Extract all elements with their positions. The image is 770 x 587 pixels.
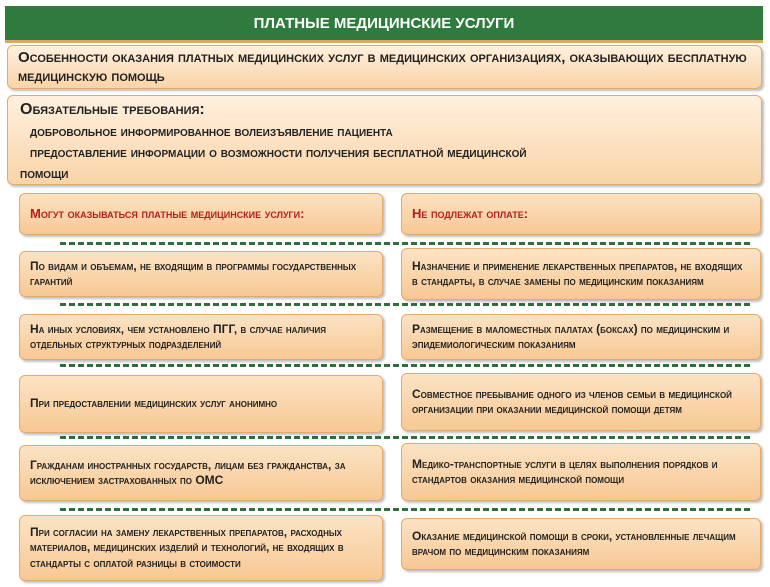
divider xyxy=(60,242,750,245)
requirement-item: добровольное информированное волеизъявление пациента xyxy=(30,123,393,139)
left-header-text: Могут оказываться платные медицинские услуги: xyxy=(30,205,305,221)
right-item xyxy=(401,443,761,501)
requirements-title: Обязательные требования: xyxy=(20,101,205,118)
left-item-text: При предоставлении медицинских услуг анонимно xyxy=(30,396,278,411)
left-item xyxy=(19,445,383,501)
features-text: Особенности оказания платных медицинских услуг в медицинских организациях, оказывающих бесплатную медицинскую помощь xyxy=(18,48,747,85)
left-item xyxy=(19,251,383,297)
divider xyxy=(60,436,750,439)
left-item xyxy=(19,314,383,360)
features-box xyxy=(7,45,762,89)
right-item xyxy=(401,373,761,431)
right-item-text: Медико-транспортные услуги в целях выполнения порядков и стандартов оказания медицинской помощи xyxy=(412,456,718,486)
requirements-box xyxy=(7,95,762,185)
page-title: ПЛАТНЫЕ МЕДИЦИНСКИЕ УСЛУГИ xyxy=(5,6,763,43)
divider xyxy=(60,303,750,306)
right-item-text: Назначение и применение лекарственных препаратов, не входящих в стандарты, в случае замены по медицинским показаниям xyxy=(412,258,743,288)
left-item xyxy=(19,515,383,581)
left-item-text: По видам и объемам, не входящим в программы государственных гарантий xyxy=(30,258,357,288)
left-item xyxy=(19,375,383,433)
requirement-item: предоставление информации о возможности получения бесплатной медицинской xyxy=(30,144,527,160)
left-column-header xyxy=(19,193,383,235)
right-item-text: Оказание медицинской помощи в сроки, установленные лечащим врачом по медицинским показаниям xyxy=(412,528,736,558)
requirement-item: помощи xyxy=(20,165,69,181)
right-item-text: Совместное пребывание одного из членов семьи в медицинской организации при оказании медицинской помощи детям xyxy=(412,386,732,416)
right-item-text: Размещение в маломестных палатах (боксах) по медицинским и эпидемиологическим показаниям xyxy=(412,321,730,351)
divider xyxy=(60,508,750,511)
right-item xyxy=(401,314,761,360)
divider xyxy=(60,364,750,367)
left-item-text: Гражданам иностранных государств, лицам без гражданства, за исключением застрахованных по ОМС xyxy=(30,457,346,487)
right-item xyxy=(401,248,761,300)
right-header-text: Не подлежат оплате: xyxy=(412,205,529,221)
right-column-header xyxy=(401,193,761,235)
left-item-text: На иных условиях, чем установлено ПГГ, в случае наличия отдельных структурных подразделений xyxy=(30,321,327,351)
left-item-text: При согласии на замену лекарственных препаратов, расходных материалов, медицинских изделий и технологий, не входящих в стандарты с оплатой разницы в стоимости xyxy=(30,524,344,570)
right-item xyxy=(401,518,761,570)
